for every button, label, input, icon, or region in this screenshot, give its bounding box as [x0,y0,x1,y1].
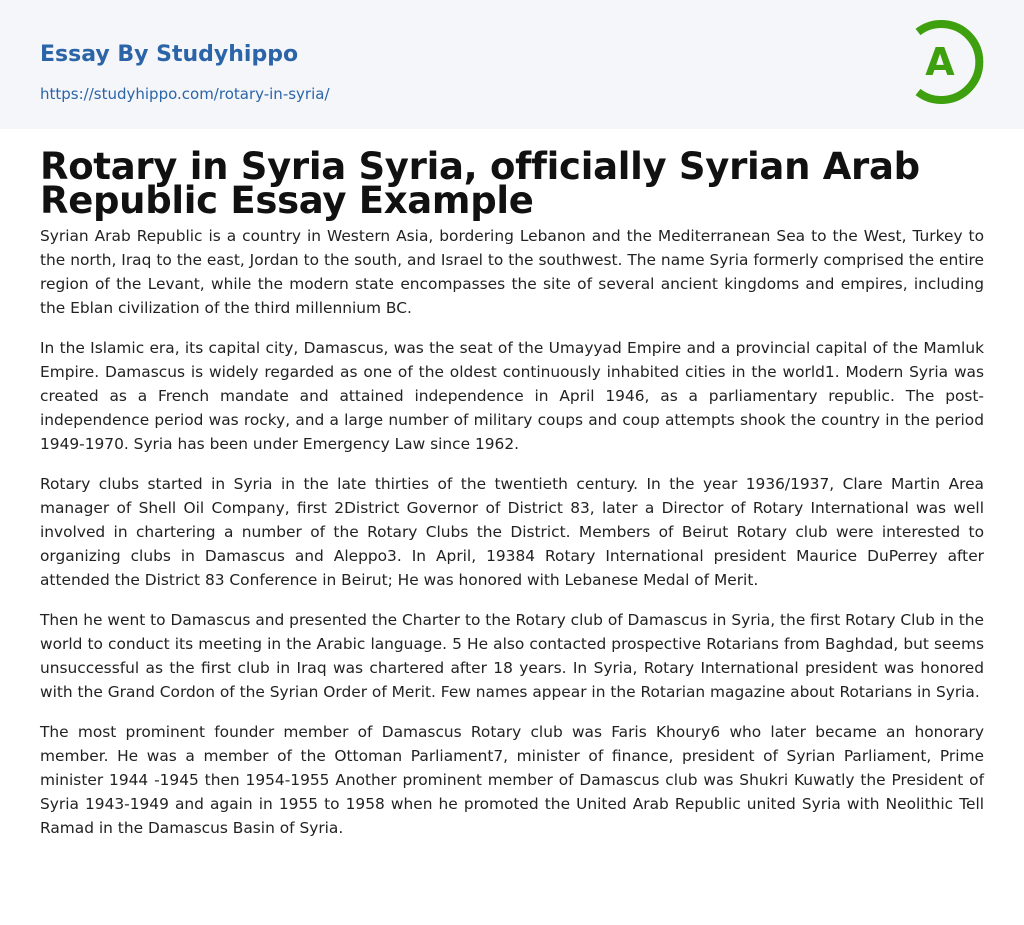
article [0,129,1024,840]
paragraph: In the Islamic era, its capital city, Damascus, was the seat of the Umayyad Empire and a provincial capital of the Mamluk Empire. Damascus is widely regarded as one of the oldest continuously inhabited cities in the world1. Modern Syria was created as a French mandate and attained independence in April 1946, as a parliamentary republic. The post-independence period was rocky, and a large number of military coups and coup attempts shook the country in the period 1949-1970. Syria has been under Emergency Law since 1962. [40,339,984,453]
paragraph: Syrian Arab Republic is a country in Western Asia, bordering Lebanon and the Mediterranean Sea to the West, Turkey to the north, Iraq to the east, Jordan to the south, and Israel to the southwest. The name Syria formerly comprised the entire region of the Levant, while the modern state encompasses the site of several ancient kingdoms and empires, including the Eblan civilization of the third millennium BC. [40,227,984,317]
brand-title: Essay By Studyhippo [40,42,299,67]
page-title: Rotary in Syria Syria, officially Syrian Arab Republic Essay Example [40,145,920,222]
paragraph: Then he went to Damascus and presented the Charter to the Rotary club of Damascus in Syria, the first Rotary Club in the world to conduct its meeting in the Arabic language. 5 He also contacted prospective Rotarians from Baghdad, but seems unsuccessful as the first club in Iraq was chartered after 18 years. In Syria, Rotary International president was honored with the Grand Cordon of the Syrian Order of Merit. Few names appear in the Rotarian magazine about Rotarians in Syria. [40,611,984,701]
paragraph: The most prominent founder member of Damascus Rotary club was Faris Khoury6 who later became an honorary member. He was a member of the Ottoman Parliament7, minister of finance, president of Syrian Parliament, Prime minister 1944 -1945 then 1954-1955 Another prominent member of Damascus club was Shukri Kuwatly the President of Syria 1943-1949 and again in 1955 to 1958 when he promoted the United Arab Republic united Syria with Neolithic Tell Ramad in the Damascus Basin of Syria. [40,723,984,837]
logo-letter: A [925,40,955,84]
page-url-link[interactable]: https://studyhippo.com/rotary-in-syria/ [40,85,330,103]
studyhippo-logo-icon[interactable] [908,18,988,106]
site-header [0,0,1024,129]
paragraph: Rotary clubs started in Syria in the late thirties of the twentieth century. In the year 1936/1937, Clare Martin Area manager of Shell Oil Company, first 2District Governor of District 83, later a Director of Rotary International was well involved in chartering a number of the Rotary Clubs the District. Members of Beirut Rotary club were interested to organizing clubs in Damascus and Aleppo3. In April, 19384 Rotary International president Maurice DuPerrey after attended the District 83 Conference in Beirut; He was honored with Lebanese Medal of Merit. [40,475,984,589]
